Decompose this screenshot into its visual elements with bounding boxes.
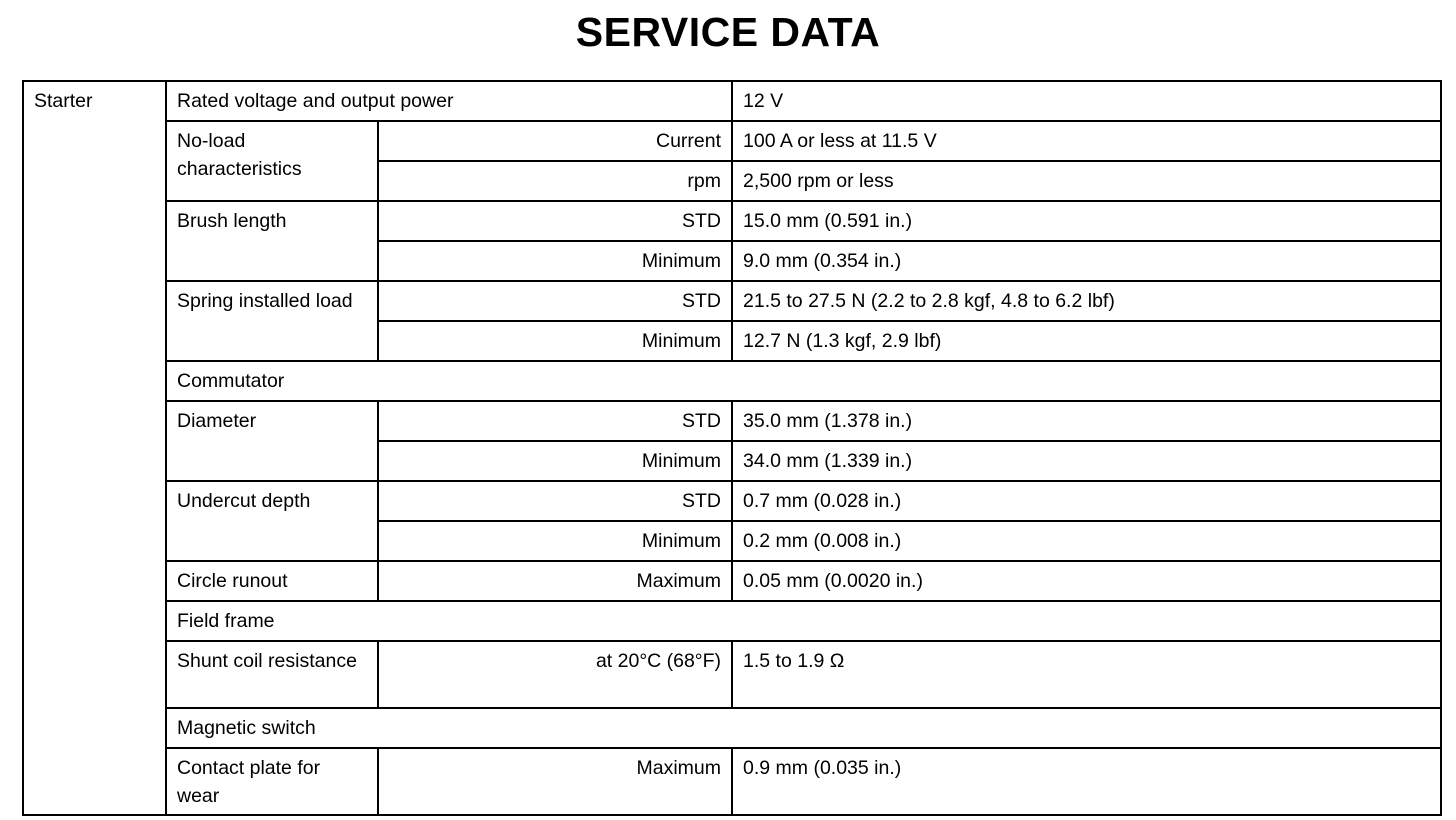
spec-value: 12 V: [732, 81, 1441, 121]
condition-label: Minimum: [378, 241, 732, 281]
table-row: [23, 401, 1441, 441]
condition-label: Minimum: [378, 441, 732, 481]
spec-value: 15.0 mm (0.591 in.): [732, 201, 1441, 241]
condition-label: STD: [378, 481, 732, 521]
table-row: [23, 708, 1441, 748]
section-heading: Field frame: [166, 601, 1441, 641]
spec-value: 0.7 mm (0.028 in.): [732, 481, 1441, 521]
table-row: [23, 201, 1441, 241]
spec-value: 0.05 mm (0.0020 in.): [732, 561, 1441, 601]
spec-value: 2,500 rpm or less: [732, 161, 1441, 201]
spec-value: 0.2 mm (0.008 in.): [732, 521, 1441, 561]
condition-label: STD: [378, 401, 732, 441]
table-row: [23, 81, 1441, 121]
condition-label: Maximum: [378, 561, 732, 601]
item-label: Contact plate for wear: [166, 748, 378, 815]
table-row: [23, 121, 1441, 161]
spec-value: 9.0 mm (0.354 in.): [732, 241, 1441, 281]
condition-label: Minimum: [378, 321, 732, 361]
spec-value: 0.9 mm (0.035 in.): [732, 748, 1441, 815]
item-label: Shunt coil resistance: [166, 641, 378, 708]
item-label: No-load characteristics: [166, 121, 378, 201]
component-cell: Starter: [23, 81, 166, 815]
condition-label: STD: [378, 201, 732, 241]
item-label: Brush length: [166, 201, 378, 281]
condition-label: Current: [378, 121, 732, 161]
table-row: [23, 361, 1441, 401]
item-label: Spring installed load: [166, 281, 378, 361]
item-label: Diameter: [166, 401, 378, 481]
item-label: Rated voltage and output power: [166, 81, 732, 121]
section-heading: Magnetic switch: [166, 708, 1441, 748]
table-row: [23, 561, 1441, 601]
table-row: [23, 481, 1441, 521]
table-row: [23, 281, 1441, 321]
table-row: [23, 748, 1441, 815]
item-label: Circle runout: [166, 561, 378, 601]
table-row: [23, 601, 1441, 641]
spec-value: 12.7 N (1.3 kgf, 2.9 lbf): [732, 321, 1441, 361]
spec-value: 21.5 to 27.5 N (2.2 to 2.8 kgf, 4.8 to 6.2 lbf): [732, 281, 1441, 321]
spec-value: 35.0 mm (1.378 in.): [732, 401, 1441, 441]
page-title: SERVICE DATA: [575, 9, 881, 55]
spec-value: 34.0 mm (1.339 in.): [732, 441, 1441, 481]
condition-label: Minimum: [378, 521, 732, 561]
condition-label: at 20°C (68°F): [378, 641, 732, 708]
spec-value: 100 A or less at 11.5 V: [732, 121, 1441, 161]
condition-label: Maximum: [378, 748, 732, 815]
condition-label: rpm: [378, 161, 732, 201]
condition-label: STD: [378, 281, 732, 321]
table-row: [23, 641, 1441, 708]
service-data-table: [22, 80, 1442, 816]
spec-value: 1.5 to 1.9 Ω: [732, 641, 1441, 708]
section-heading: Commutator: [166, 361, 1441, 401]
item-label: Undercut depth: [166, 481, 378, 561]
